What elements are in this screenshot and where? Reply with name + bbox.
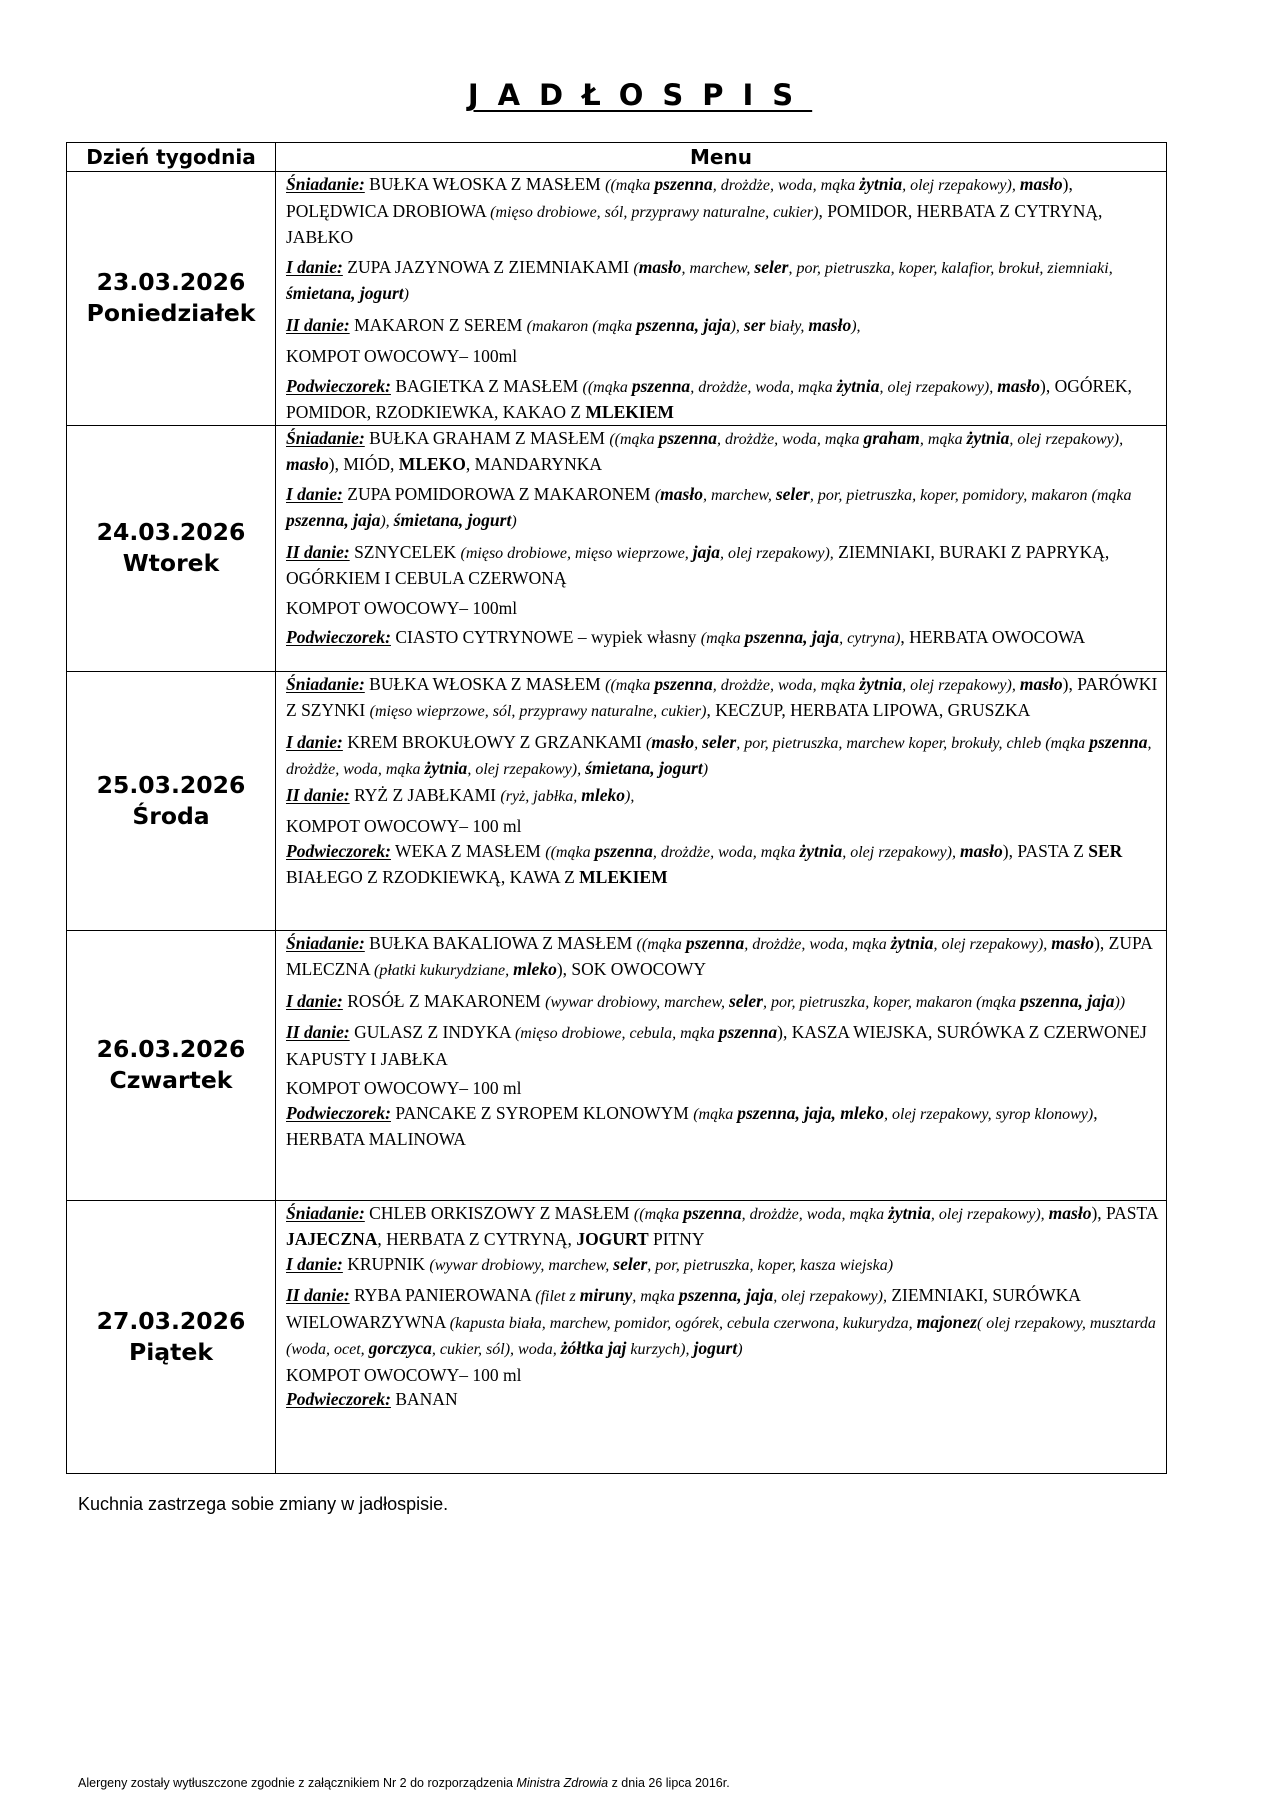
- day-weekday: Piątek: [129, 1337, 213, 1366]
- day-date: 26.03.2026: [96, 1035, 246, 1063]
- meal-breakfast: Śniadanie: CHLEB ORKISZOWY Z MASŁEM ((mąka pszenna, drożdże, woda, mąka żytnia, olej rzepakowy), masło), PASTA JAJECZNA, HERBATA Z CYTRYNĄ, JOGURT PITNY: [286, 1202, 1158, 1249]
- meal-snack: Podwieczorek: WEKA Z MASŁEM ((mąka pszenna, drożdże, woda, mąka żytnia, olej rzepakowy), masło), PASTA Z SER BIAŁEGO Z RZODKIEWKĄ, KAWA Z MLEKIEM: [286, 840, 1123, 887]
- meal-second-course: II danie: MAKARON Z SEREM (makaron (mąka pszenna, jaja), ser biały, masło),: [286, 314, 861, 335]
- meal-compote: KOMPOT OWOCOWY– 100 ml: [286, 816, 522, 836]
- day-weekday: Czwartek: [109, 1066, 233, 1094]
- menu-cell: [276, 671, 1167, 930]
- menu-cell: [276, 930, 1167, 1200]
- meal-first-course: I danie: ROSÓŁ Z MAKARONEM (wywar drobiowy, marchew, seler, por, pietruszka, koper, makaron (mąka pszenna, jaja)): [286, 990, 1126, 1011]
- day-cell: [67, 172, 276, 426]
- day-cell: [67, 1200, 276, 1473]
- day-cell: [67, 425, 276, 671]
- day-cell: [67, 930, 276, 1200]
- table-row: [67, 930, 1167, 1200]
- day-cell: [67, 671, 276, 930]
- day-date: 24.03.2026: [96, 518, 246, 546]
- meal-first-course: I danie: ZUPA JAZYNOWA Z ZIEMNIAKAMI (masło, marchew, seler, por, pietruszka, koper, kalafior, brokuł, ziemniaki, śmietana, jogurt): [286, 256, 1113, 303]
- day-date: 25.03.2026: [96, 770, 246, 799]
- meal-breakfast: Śniadanie: BUŁKA GRAHAM Z MASŁEM ((mąka pszenna, drożdże, woda, mąka graham, mąka żytnia, olej rzepakowy), masło), MIÓD, MLEKO, MANDARYNKA: [286, 427, 1124, 474]
- meal-snack: Podwieczorek: PANCAKE Z SYROPEM KLONOWYM (mąka pszenna, jaja, mleko, olej rzepakowy, syrop klonowy), HERBATA MALINOWA: [286, 1102, 1098, 1149]
- meal-second-course: II danie: RYŻ Z JABŁKAMI (ryż, jabłka, mleko),: [286, 784, 635, 805]
- kitchen-note: Kuchnia zastrzega sobie zmiany w jadłospisie.: [78, 1494, 449, 1514]
- day-date: 23.03.2026: [96, 268, 246, 297]
- menu-table: [66, 142, 1167, 1474]
- meal-first-course: I danie: KRUPNIK (wywar drobiowy, marchew, seler, por, pietruszka, koper, kasza wiejska): [286, 1253, 894, 1274]
- header-day: Dzień tygodnia: [67, 143, 276, 172]
- table-row: [67, 425, 1167, 671]
- page-title: JADŁOSPIS: [467, 78, 813, 112]
- meal-snack: Podwieczorek: BANAN: [286, 1389, 458, 1409]
- day-weekday: Poniedziałek: [86, 299, 256, 328]
- table-row: [67, 172, 1167, 426]
- menu-cell: [276, 425, 1167, 671]
- table-header-row: [67, 143, 1167, 172]
- meal-second-course: II danie: SZNYCELEK (mięso drobiowe, mięso wieprzowe, jaja, olej rzepakowy), ZIEMNIAKI, BURAKI Z PAPRYKĄ, OGÓRKIEM I CEBULA CZERWONĄ: [286, 541, 1110, 588]
- meal-breakfast: Śniadanie: BUŁKA BAKALIOWA Z MASŁEM ((mąka pszenna, drożdże, woda, mąka żytnia, olej rzepakowy), masło), ZUPA MLECZNA (płatki kukurydziane, mleko), SOK OWOCOWY: [286, 932, 1152, 979]
- day-date: 27.03.2026: [96, 1306, 246, 1335]
- menu-cell: [276, 172, 1167, 426]
- meal-second-course: II danie: RYBA PANIEROWANA (filet z miruny, mąka pszenna, jaja, olej rzepakowy), ZIEMNIAKI, SURÓWKA WIELOWARZYWNA (kapusta biała, marchew, pomidor, ogórek, cebula czerwona, kukurydza, majonez( olej rzepakowy, musztarda (woda, ocet, gorczyca, cukier, sól), woda, żółtka jaj kurzych), jogurt): [286, 1285, 1156, 1358]
- table-row: [67, 1200, 1167, 1473]
- meal-compote: KOMPOT OWOCOWY– 100ml: [286, 346, 518, 366]
- menu-cell: [276, 1200, 1167, 1473]
- header-menu: Menu: [276, 143, 1167, 172]
- meal-second-course: II danie: GULASZ Z INDYKA (mięso drobiowe, cebula, mąka pszenna), KASZA WIEJSKA, SURÓWKA Z CZERWONEJ KAPUSTY I JABŁKA: [286, 1022, 1147, 1069]
- meal-compote: KOMPOT OWOCOWY– 100 ml: [286, 1364, 522, 1385]
- allergen-footnote: Alergeny zostały wytłuszczone zgodnie z załącznikiem Nr 2 do rozporządzenia Ministra Zdrowia z dnia 26 lipca 2016r.: [78, 1776, 730, 1790]
- table-row: [67, 671, 1167, 930]
- meal-breakfast: Śniadanie: BUŁKA WŁOSKA Z MASŁEM ((mąka pszenna, drożdże, woda, mąka żytnia, olej rzepakowy), masło), PARÓWKI Z SZYNKI (mięso wieprzowe, sól, przyprawy naturalne, cukier), KECZUP, HERBATA LIPOWA, GRUSZKA: [286, 673, 1158, 720]
- day-weekday: Wtorek: [122, 549, 220, 577]
- meal-breakfast: Śniadanie: BUŁKA WŁOSKA Z MASŁEM ((mąka pszenna, drożdże, woda, mąka żytnia, olej rzepakowy), masło), POLĘDWICA DROBIOWA (mięso drobiowe, sól, przyprawy naturalne, cukier), POMIDOR, HERBATA Z CYTRYNĄ, JABŁKO: [286, 174, 1103, 247]
- meal-first-course: I danie: ZUPA POMIDOROWA Z MAKARONEM (masło, marchew, seler, por, pietruszka, koper, pomidory, makaron (mąka pszenna, jaja), śmietana, jogurt): [286, 483, 1132, 530]
- meal-snack: Podwieczorek: BAGIETKA Z MASŁEM ((mąka pszenna, drożdże, woda, mąka żytnia, olej rzepakowy), masło), OGÓREK, POMIDOR, RZODKIEWKA, KAKAO Z MLEKIEM: [286, 375, 1132, 422]
- day-weekday: Środa: [132, 801, 210, 830]
- meal-snack: Podwieczorek: CIASTO CYTRYNOWE – wypiek własny (mąka pszenna, jaja, cytryna), HERBATA OWOCOWA: [286, 627, 1086, 647]
- meal-first-course: I danie: KREM BROKUŁOWY Z GRZANKAMI (masło, seler, por, pietruszka, marchew koper, brokuły, chleb (mąka pszenna, drożdże, woda, mąka żytnia, olej rzepakowy), śmietana, jogurt): [286, 731, 1152, 778]
- meal-compote: KOMPOT OWOCOWY– 100 ml: [286, 1078, 522, 1098]
- meal-compote: KOMPOT OWOCOWY– 100ml: [286, 597, 518, 618]
